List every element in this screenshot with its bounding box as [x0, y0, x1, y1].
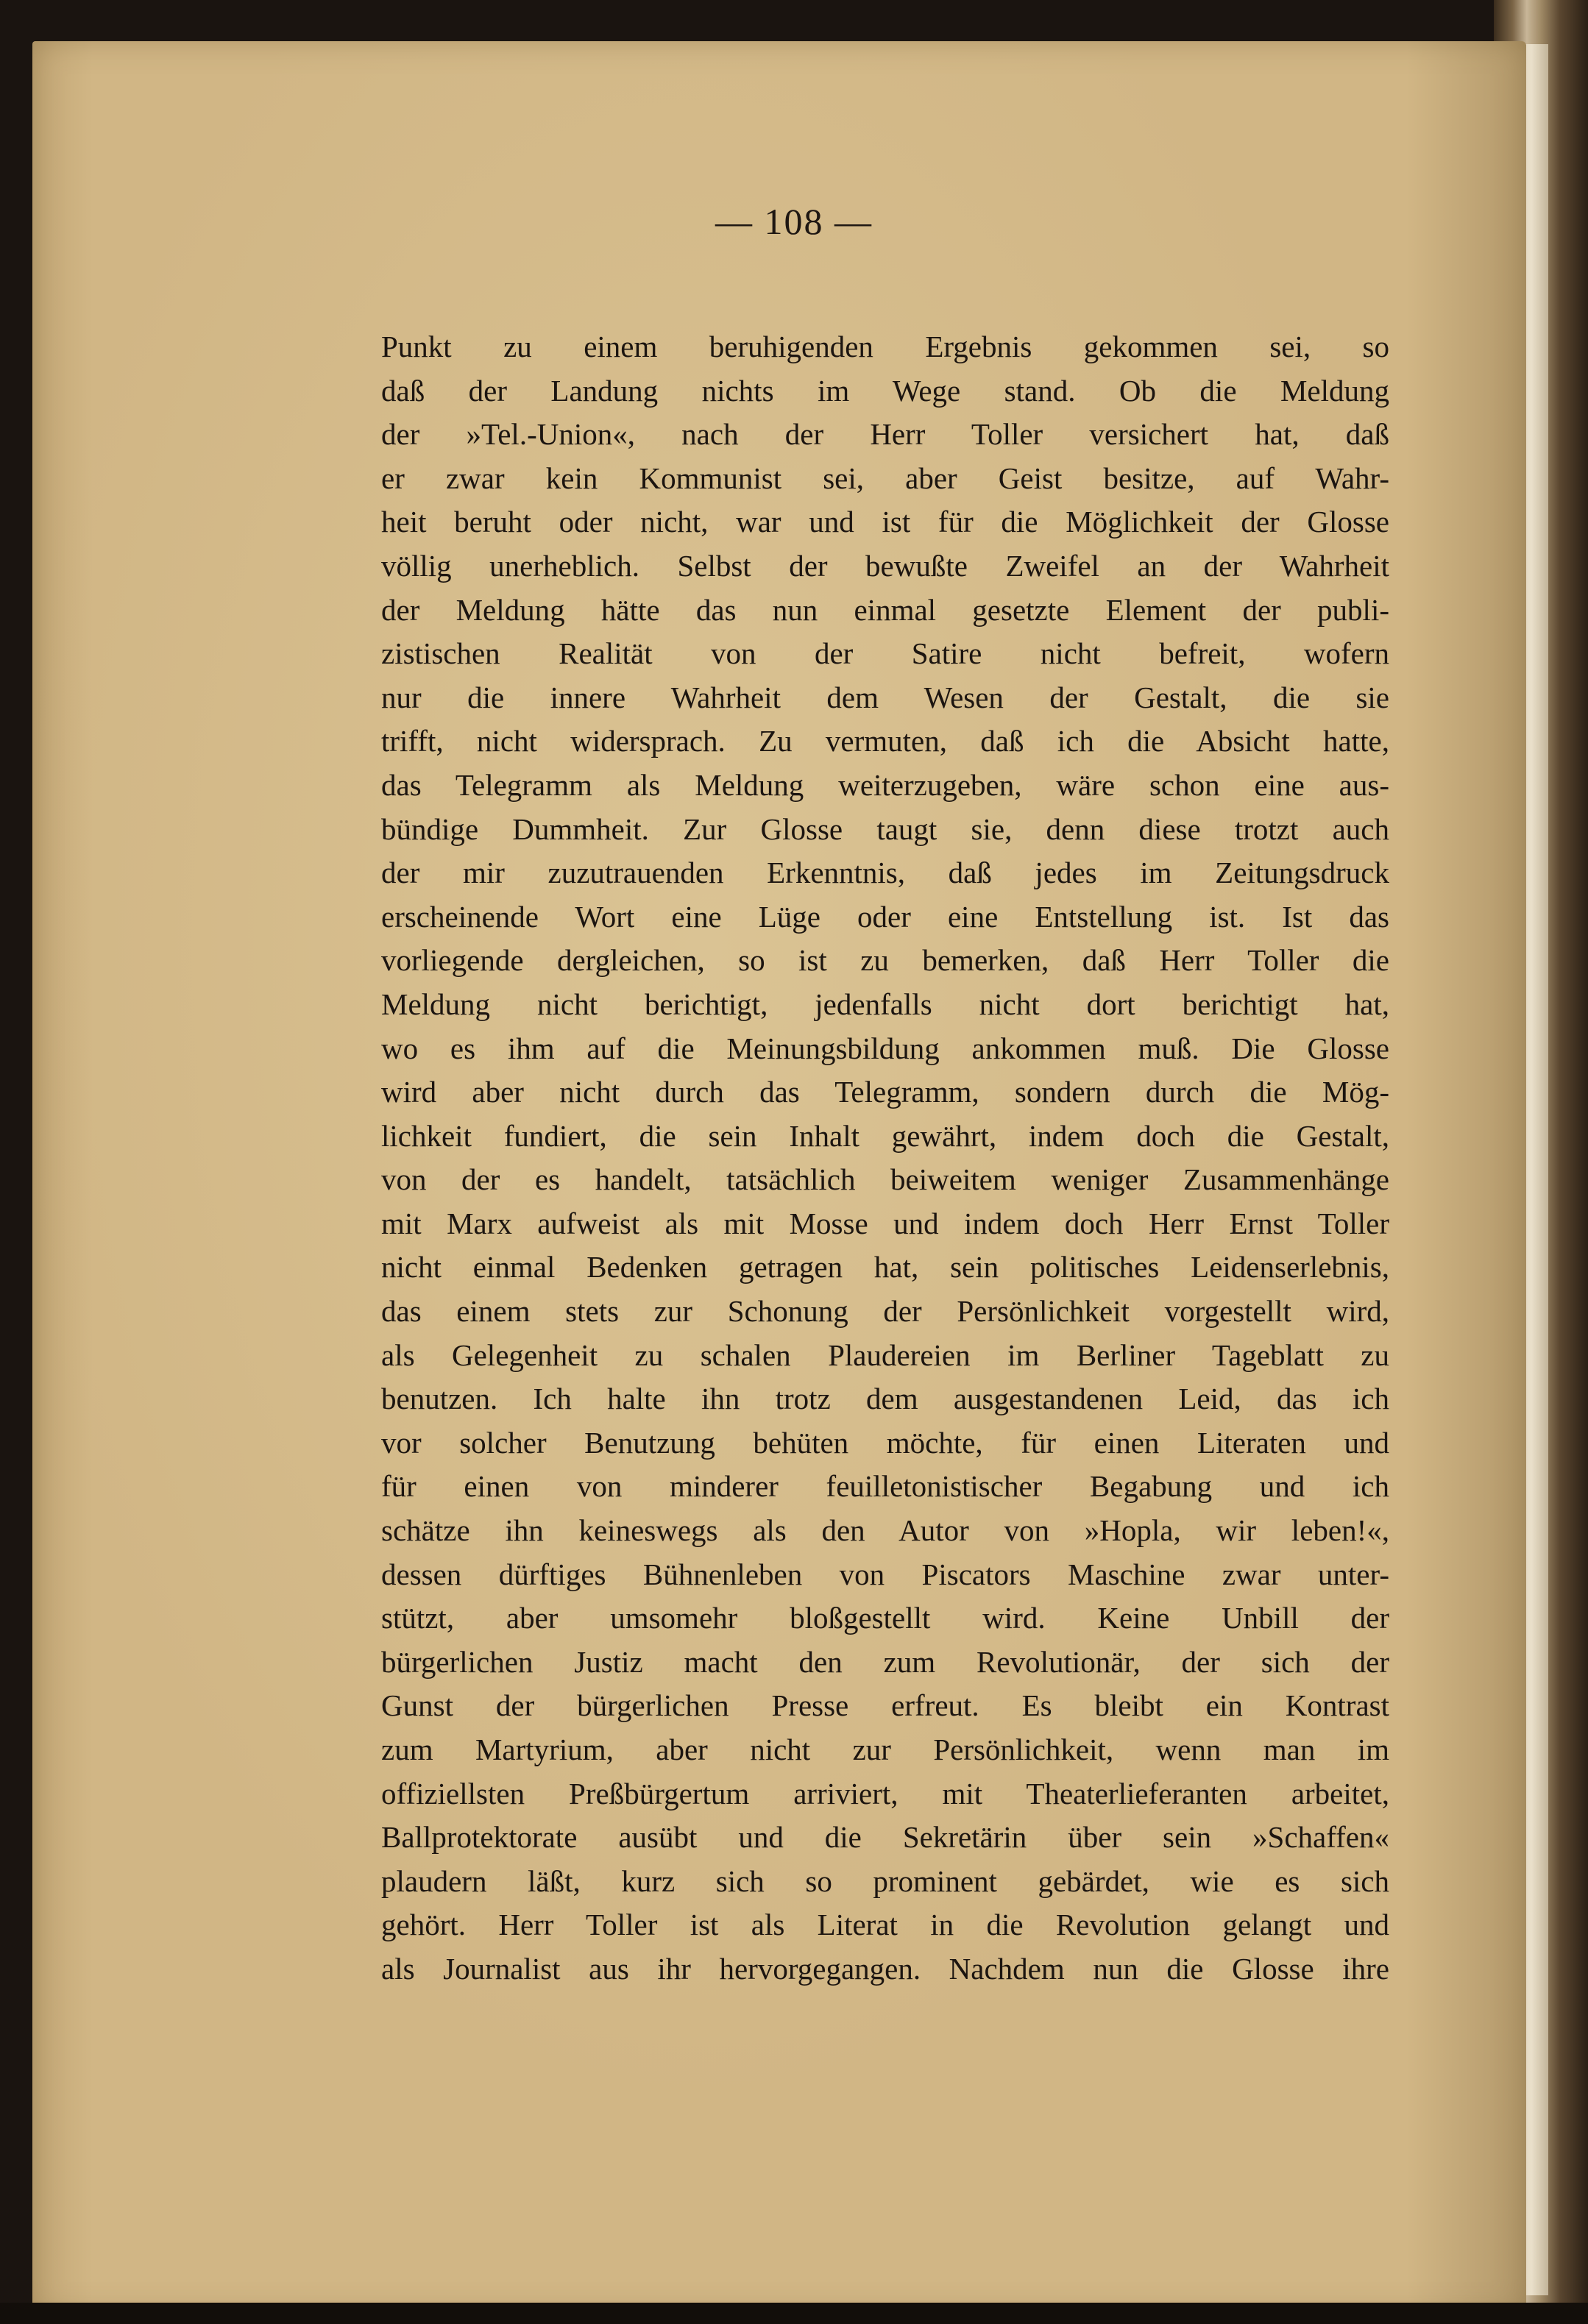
- text-line: lichkeit fundiert, die sein Inhalt gewährt, indem doch die Gestalt,: [381, 1118, 1389, 1153]
- bottom-shadow: [0, 2303, 1588, 2324]
- text-line: nur die innere Wahrheit dem Wesen der Gestalt, die sie: [381, 680, 1389, 714]
- text-line: daß der Landung nichts im Wege stand. Ob die Meldung: [381, 373, 1389, 408]
- text-line: schätze ihn keineswegs als den Autor von »Hopla, wir leben!«,: [381, 1513, 1389, 1548]
- text-line: mit Marx aufweist als mit Mosse und indem doch Herr Ernst Toller: [381, 1206, 1389, 1240]
- page-number: — 108 —: [715, 201, 873, 242]
- text-line: der mir zuzutrauenden Erkenntnis, daß jedes im Zeitungsdruck: [381, 856, 1389, 890]
- text-line: offiziellsten Preßbürgertum arriviert, mit Theaterlieferanten arbeitet,: [381, 1776, 1389, 1810]
- text-line: von der es handelt, tatsächlich beiweitem weniger Zusammenhänge: [381, 1162, 1389, 1197]
- text-line: für einen von minderer feuilletonistischer Begabung und ich: [381, 1469, 1389, 1504]
- text-line: Punkt zu einem beruhigenden Ergebnis gekommen sei, so: [381, 330, 1389, 363]
- text-line: er zwar kein Kommunist sei, aber Geist besitze, auf Wahr-: [381, 461, 1389, 495]
- text-line: Meldung nicht berichtigt, jedenfalls nicht dort berichtigt hat,: [381, 987, 1389, 1021]
- text-line: als Gelegenheit zu schalen Plaudereien im Berliner Tageblatt zu: [381, 1337, 1389, 1372]
- text-line: zum Martyrium, aber nicht zur Persönlichkeit, wenn man im: [381, 1733, 1389, 1766]
- text-line: nicht einmal Bedenken getragen hat, sein politisches Leidenserlebnis,: [381, 1250, 1389, 1284]
- text-line: benutzen. Ich halte ihn trotz dem ausgestandenen Leid, das ich: [381, 1382, 1389, 1416]
- text-line: zistischen Realität von der Satire nicht befreit, wofern: [381, 636, 1389, 671]
- text-line: wird aber nicht durch das Telegramm, sondern durch die Mög-: [381, 1075, 1389, 1109]
- text-line: völlig unerheblich. Selbst der bewußte Zweifel an der Wahrheit: [381, 548, 1389, 583]
- text-line: erscheinende Wort eine Lüge oder eine Entstellung ist. Ist das: [381, 899, 1389, 934]
- text-line: gehört. Herr Toller ist als Literat in die Revolution gelangt und: [381, 1908, 1389, 1942]
- body-text: [381, 325, 1389, 1991]
- text-line: wo es ihm auf die Meinungsbildung ankommen muß. Die Glosse: [381, 1031, 1389, 1065]
- text-line: dessen dürftiges Bühnenleben von Piscators Maschine zwar unter-: [381, 1557, 1389, 1591]
- text-line: plaudern läßt, kurz sich so prominent gebärdet, wie es sich: [381, 1863, 1389, 1898]
- text-line: Gunst der bürgerlichen Presse erfreut. Es bleibt ein Kontrast: [381, 1688, 1389, 1723]
- text-line: heit beruht oder nicht, war und ist für die Möglichkeit der Glosse: [381, 505, 1389, 539]
- text-line: trifft, nicht widersprach. Zu vermuten, daß ich die Absicht hatte,: [381, 724, 1389, 758]
- text-line: das Telegramm als Meldung weiterzugeben, wäre schon eine aus-: [381, 767, 1389, 802]
- text-line: stützt, aber umsomehr bloßgestellt wird. Keine Unbill der: [381, 1601, 1389, 1635]
- text-line: der Meldung hätte das nun einmal gesetzte Element der publi-: [381, 592, 1389, 627]
- text-line: vor solcher Benutzung behüten möchte, für einen Literaten und: [381, 1425, 1389, 1460]
- text-line: Ballprotektorate ausübt und die Sekretärin über sein »Schaffen«: [381, 1820, 1389, 1855]
- text-line: bürgerlichen Justiz macht den zum Revolutionär, der sich der: [381, 1644, 1389, 1679]
- text-line: der »Tel.-Union«, nach der Herr Toller versichert hat, daß: [381, 417, 1389, 452]
- text-line: das einem stets zur Schonung der Persönlichkeit vorgestellt wird,: [381, 1294, 1389, 1329]
- text-line: als Journalist aus ihr hervorgegangen. Nachdem nun die Glosse ihre: [381, 1951, 1389, 1986]
- text-line: bündige Dummheit. Zur Glosse taugt sie, denn diese trotzt auch: [381, 811, 1389, 846]
- text-line: vorliegende dergleichen, so ist zu bemerken, daß Herr Toller die: [381, 943, 1389, 978]
